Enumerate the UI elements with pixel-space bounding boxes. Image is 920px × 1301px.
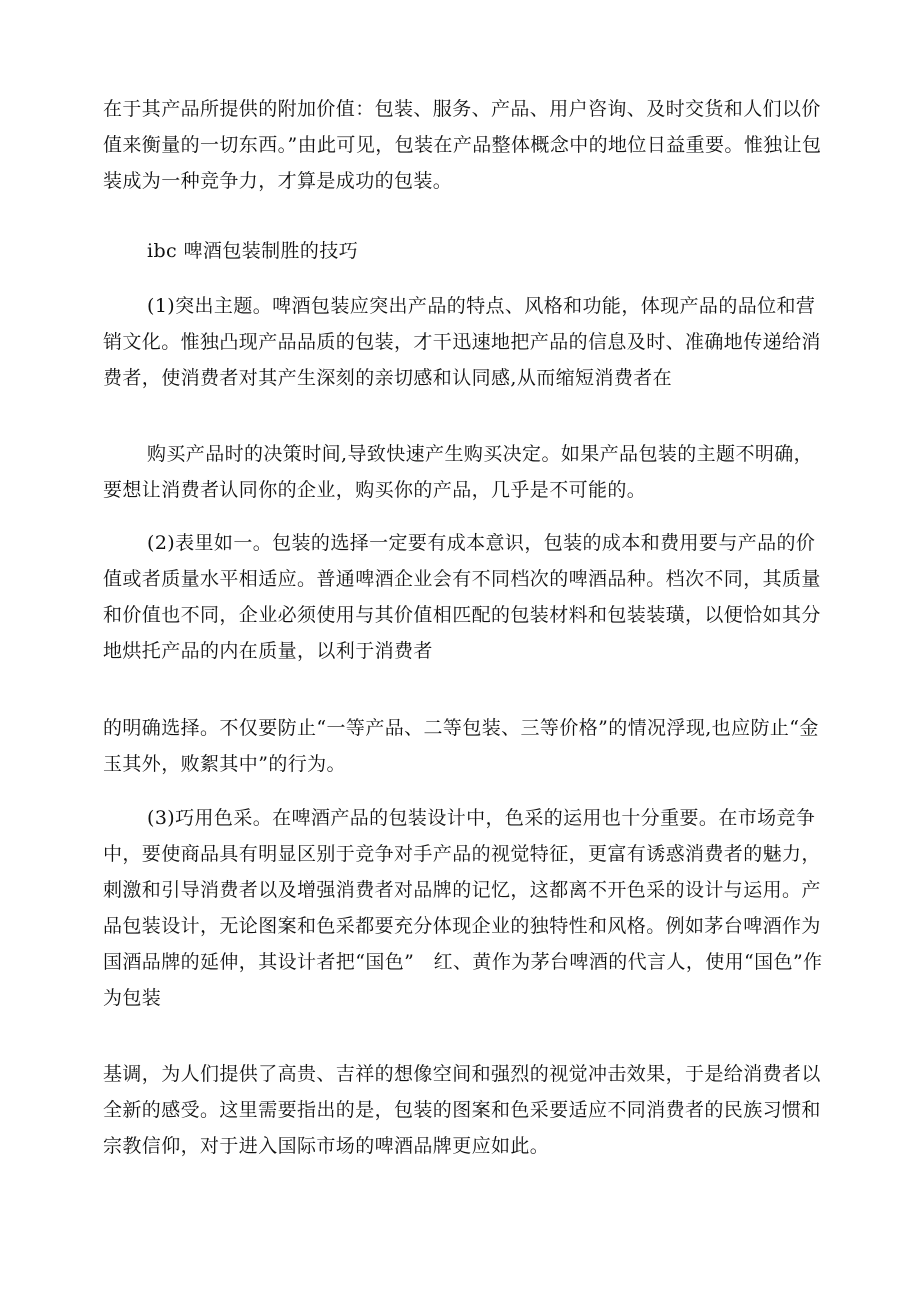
section-title: ibc 啤酒包装制胜的技巧 bbox=[147, 240, 359, 262]
paragraph-intro: 在于其产品所提供的附加价值：包装、服务、产品、用户咨询、及时交货和人们以价值来衡量的一切东西。”由此可见，包装在产品整体概念中的地位日益重要。惟独让包装成为一种竞争力，才算是成功的包装。 bbox=[103, 98, 822, 192]
paragraph-point-2: (2)表里如一。包装的选择一定要有成本意识，包装的成本和费用要与产品的价值或者质量水平相适应。普通啤酒企业会有不同档次的啤酒品种。档次不同，其质量和价值也不同，企业必须使用与其价值相匹配的包装材料和包装装璜，以便恰如其分地烘托产品的内在质量，以利于消费者 bbox=[103, 532, 821, 662]
paragraph-point-3: (3)巧用色采。在啤酒产品的包装设计中，色采的运用也十分重要。在市场竞争中，要使商品具有明显区别于竞争对手产品的视觉特征，更富有诱惑消费者的魅力，刺激和引导消费者以及增强消费者对品牌的记忆，这都离不开色采的设计与运用。产品包装设计，无论图案和色采都要充分体现企业的独特性和风格。例如茅台啤酒作为国酒品牌的延伸，其设计者把“国色” 红、黄作为茅台啤酒的代言人，使用“国色”作为包装 bbox=[103, 807, 823, 1009]
paragraph-point-1: (1)突出主题。啤酒包装应突出产品的特点、风格和功能，体现产品的品位和营销文化。惟独凸现产品品质的包装，才干迅速地把产品的信息及时、准确地传递给消费者，使消费者对其产生深刻的亲切感和认同感,从而缩短消费者在 bbox=[103, 295, 821, 389]
paragraph-point-2-continued: 的明确选择。不仅要防止“一等产品、二等包装、三等价格”的情况浮现,也应防止“金玉其外，败絮其中”的行为。 bbox=[103, 717, 819, 775]
paragraph-point-3-continued: 基调，为人们提供了高贵、吉祥的想像空间和强烈的视觉冲击效果，于是给消费者以全新的感受。这里需要指出的是，包装的图案和色采要适应不同消费者的民族习惯和宗教信仰，对于进入国际市场的啤酒品牌更应如此。 bbox=[103, 1063, 821, 1157]
paragraph-point-1-continued: 购买产品时的决策时间,导致快速产生购买决定。如果产品包装的主题不明确，要想让消费者认同你的企业，购买你的产品，几乎是不可能的。 bbox=[103, 443, 814, 501]
